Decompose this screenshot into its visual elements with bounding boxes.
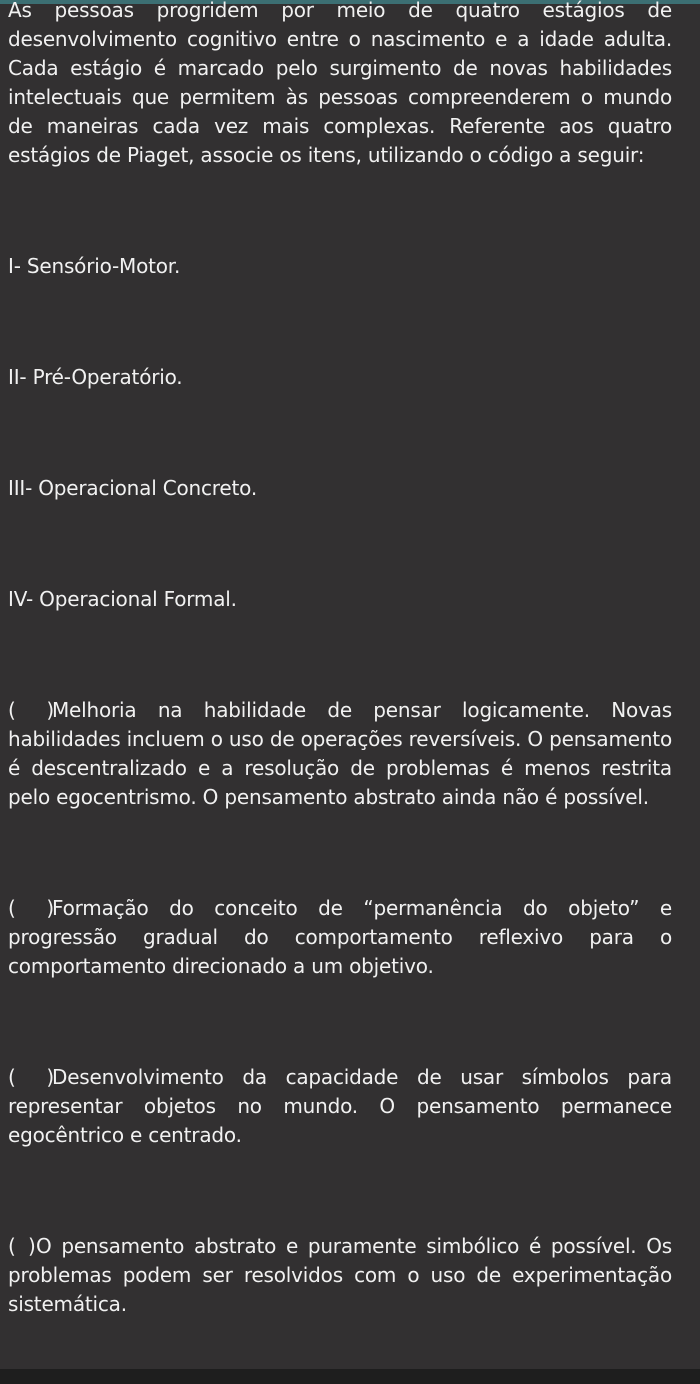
answer-item-text: Desenvolvimento da capacidade de usar símbolos para representar objetos no mundo. O pensamento permanece egocêntrico e centrado. (8, 1065, 672, 1147)
stage-1: I- Sensório-Motor. (8, 254, 181, 278)
answer-blank-2[interactable] (8, 894, 55, 923)
close-paren: ) (46, 698, 55, 722)
answer-blank-1[interactable] (8, 696, 55, 725)
answer-item-1 (8, 696, 672, 812)
open-paren: ( (8, 1065, 16, 1089)
answer-blank-4[interactable] (8, 1232, 36, 1261)
answer-item-4 (8, 1232, 672, 1316)
answer-item-3 (8, 1063, 672, 1150)
close-paren: ) (46, 1065, 55, 1089)
question-document (8, 0, 672, 1377)
close-paren: ) (27, 1234, 36, 1258)
answer-blank-3[interactable] (8, 1063, 55, 1092)
stage-2: II- Pré-Operatório. (8, 365, 183, 389)
close-paren: ) (46, 896, 55, 920)
answer-item-text: Melhoria na habilidade de pensar logicamente. Novas habilidades incluem o uso de operações reversíveis. O pensamento é descentralizado e a resolução de problemas é menos restrita pelo egocentrismo. O pensamento abstrato ainda não é possível. (8, 698, 672, 809)
answer-item-text: O pensamento abstrato e puramente simbólico é possível. Os problemas podem ser resolvidos com o uso de experimentação sistemática. (8, 1234, 672, 1316)
question-intro: As pessoas progridem por meio de quatro estágios de desenvolvimento cognitivo entre o nascimento e a idade adulta. Cada estágio é marcado pelo surgimento de novas habilidades intelectuais que permitem às pessoas compreenderem o mundo de maneiras cada vez mais complexas. Referente aos quatro estágios de Piaget, associe os itens, utilizando o código a seguir: (8, 0, 672, 167)
open-paren: ( (8, 896, 16, 920)
stage-3: III- Operacional Concreto. (8, 476, 257, 500)
answer-item-2 (8, 894, 672, 981)
open-paren: ( (8, 1234, 16, 1258)
open-paren: ( (8, 698, 16, 722)
stage-4: IV- Operacional Formal. (8, 587, 237, 611)
bottom-bar (0, 1369, 700, 1384)
answer-item-text: Formação do conceito de “permanência do objeto” e progressão gradual do comportamento reflexivo para o comportamento direcionado a um objetivo. (8, 896, 672, 978)
